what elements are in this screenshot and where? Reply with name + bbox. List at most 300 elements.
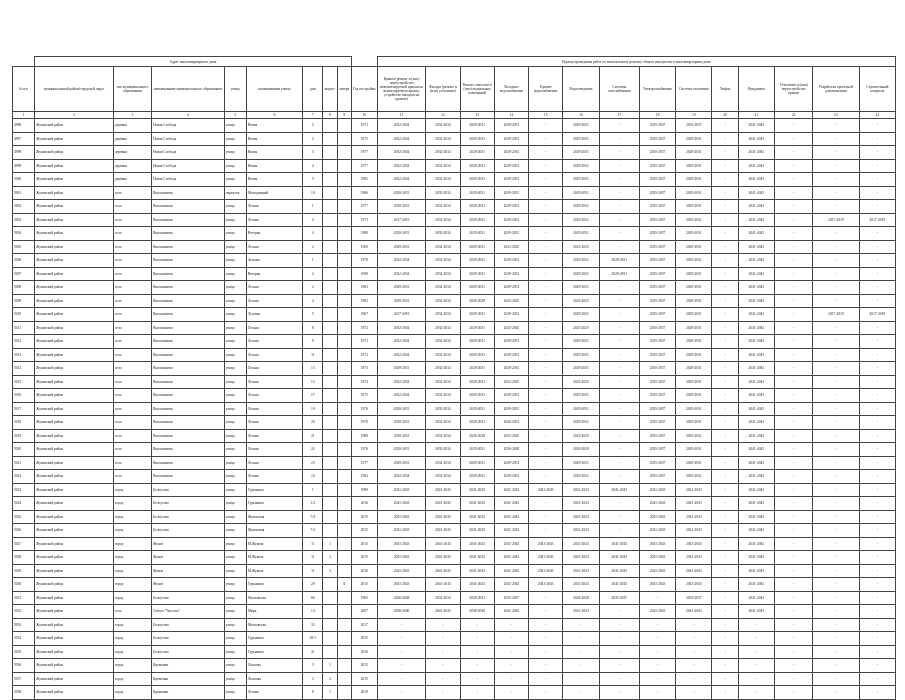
table-cell: [323, 308, 337, 322]
table-cell: 2029-2031: [676, 240, 712, 254]
table-cell: -: [529, 213, 563, 227]
column-header: Год постройки: [351, 67, 377, 112]
table-row: [13, 308, 896, 322]
table-cell: -: [813, 578, 859, 592]
table-cell: 2041-2043: [738, 308, 774, 322]
table-cell: улица: [224, 416, 246, 430]
table-cell: -: [599, 321, 639, 335]
table-cell: 2032-2034: [426, 335, 460, 349]
table-cell: -: [774, 483, 812, 497]
table-cell: -: [639, 672, 675, 686]
table-cell: -: [774, 240, 812, 254]
table-cell: 5015: [13, 375, 35, 389]
table-cell: 2029-2031: [460, 281, 494, 295]
table-cell: 2035-2037: [639, 254, 675, 268]
table-cell: 5022: [13, 470, 35, 484]
table-cell: -: [676, 659, 712, 673]
table-cell: Высокиничи: [152, 294, 225, 308]
table-cell: Жуковский район: [35, 186, 114, 200]
table-cell: 2023-2025: [563, 375, 599, 389]
table-cell: [337, 321, 351, 335]
group-spacer: [13, 57, 35, 67]
table-cell: -: [774, 227, 812, 241]
column-header: Холодное водоснабжение: [494, 67, 528, 112]
table-cell: 2041-2043: [563, 551, 599, 565]
table-cell: [337, 254, 351, 268]
table-cell: -: [599, 294, 639, 308]
table-row: [13, 510, 896, 524]
table-row: [13, 456, 896, 470]
table-cell: -: [529, 389, 563, 403]
table-cell: 2035-2037: [639, 389, 675, 403]
table-cell: улица: [224, 375, 246, 389]
table-cell: -: [813, 416, 859, 430]
table-cell: Высокиничи: [152, 362, 225, 376]
table-cell: 2041-2043: [599, 551, 639, 565]
table-cell: деревня: [113, 146, 151, 160]
table-row: [13, 132, 896, 146]
table-cell: 4998: [13, 119, 35, 133]
table-cell: 1982: [351, 470, 377, 484]
table-cell: 2041-2043: [639, 551, 675, 565]
table-cell: -: [529, 510, 563, 524]
table-cell: 2015: [351, 551, 377, 565]
column-number: 22: [774, 112, 812, 119]
table-cell: -: [712, 551, 738, 565]
table-cell: [337, 173, 351, 187]
table-cell: 2029-2031: [460, 308, 494, 322]
table-cell: [337, 362, 351, 376]
table-cell: Лесная: [246, 375, 302, 389]
table-cell: деревня: [113, 173, 151, 187]
table-cell: -: [813, 321, 859, 335]
table-cell: -: [712, 132, 738, 146]
table-cell: -: [859, 132, 895, 146]
table-cell: -: [529, 416, 563, 430]
table-cell: 2029-2031: [494, 308, 528, 322]
table-cell: -: [813, 227, 859, 241]
table-cell: Жуковская: [246, 524, 302, 538]
table-cell: 2035-2037: [639, 213, 675, 227]
table-cell: Высокиничи: [152, 416, 225, 430]
table-cell: 2029-2031: [460, 348, 494, 362]
table-cell: -: [859, 321, 895, 335]
column-header: Разработка проектной документации: [813, 67, 859, 112]
table-cell: 1976: [351, 416, 377, 430]
table-cell: 2029-2031: [563, 389, 599, 403]
table-cell: -: [813, 362, 859, 376]
table-cell: 2032-2034: [426, 429, 460, 443]
table-cell: 2041-2043: [738, 281, 774, 295]
table-cell: -: [676, 645, 712, 659]
table-cell: улица: [224, 564, 246, 578]
table-cell: [337, 645, 351, 659]
table-cell: 2029-2031: [676, 402, 712, 416]
table-cell: улица: [224, 483, 246, 497]
table-cell: 2029-2031: [494, 132, 528, 146]
table-cell: -: [813, 267, 859, 281]
table-cell: -: [494, 645, 528, 659]
table-cell: -: [426, 618, 460, 632]
table-cell: село: [113, 308, 151, 322]
table-cell: -: [599, 645, 639, 659]
table-cell: 2029-2031: [494, 213, 528, 227]
table-cell: [323, 200, 337, 214]
table-cell: 2041-2043: [377, 537, 425, 551]
table-cell: Лесная: [246, 443, 302, 457]
table-cell: Высокиничи: [152, 254, 225, 268]
table-cell: город: [113, 497, 151, 511]
table-cell: 2041-2043: [494, 510, 528, 524]
table-cell: 2029-2031: [563, 132, 599, 146]
table-cell: [323, 416, 337, 430]
table-cell: -: [599, 348, 639, 362]
table-row: [13, 240, 896, 254]
table-cell: улица: [224, 119, 246, 133]
table-cell: -: [813, 240, 859, 254]
table-cell: -: [813, 159, 859, 173]
table-cell: улица: [224, 672, 246, 686]
table-cell: Жуковский район: [35, 483, 114, 497]
table-cell: Высокиничи: [152, 200, 225, 214]
table-cell: -: [859, 497, 895, 511]
capital-repair-table: [12, 56, 896, 700]
table-cell: Лесная: [246, 416, 302, 430]
table-cell: Зеленая: [246, 254, 302, 268]
table-cell: -: [774, 200, 812, 214]
table-cell: -: [774, 618, 812, 632]
table-cell: Лесная: [246, 686, 302, 700]
table-cell: [337, 308, 351, 322]
table-cell: 2041-2043: [599, 578, 639, 592]
column-number: 13: [460, 112, 494, 119]
table-cell: [323, 227, 337, 241]
table-cell: Жуковский район: [35, 119, 114, 133]
table-cell: 2041-2043: [377, 578, 425, 592]
table-row: [13, 429, 896, 443]
table-cell: -: [712, 240, 738, 254]
table-row: [13, 578, 896, 592]
table-cell: -: [859, 240, 895, 254]
table-cell: -: [813, 281, 859, 295]
table-cell: -: [494, 659, 528, 673]
table-cell: 5010: [13, 308, 35, 322]
table-cell: 2035-2037: [639, 348, 675, 362]
table-cell: -: [529, 146, 563, 160]
table-cell: [337, 119, 351, 133]
table-cell: -: [859, 456, 895, 470]
table-row: [13, 119, 896, 133]
table-cell: -: [529, 119, 563, 133]
column-header: Система отопления: [676, 67, 712, 112]
table-cell: -: [529, 227, 563, 241]
table-cell: -: [774, 443, 812, 457]
table-cell: -: [599, 497, 639, 511]
table-row: [13, 213, 896, 227]
table-row: [13, 645, 896, 659]
table-cell: село: [113, 416, 151, 430]
table-cell: село: [113, 335, 151, 349]
column-number-row: [13, 112, 896, 119]
table-cell: Лесная: [246, 470, 302, 484]
table-cell: 31: [303, 645, 323, 659]
table-cell: 2029-2031: [676, 375, 712, 389]
table-cell: -: [712, 375, 738, 389]
table-cell: -: [529, 254, 563, 268]
table-cell: 1: [323, 659, 337, 673]
table-cell: 5000: [13, 173, 35, 187]
table-cell: [337, 497, 351, 511]
table-cell: 5025: [13, 510, 35, 524]
table-cell: [323, 254, 337, 268]
table-cell: -: [813, 429, 859, 443]
table-cell: 2032-2034: [426, 173, 460, 187]
table-cell: -: [529, 375, 563, 389]
table-cell: -: [599, 672, 639, 686]
table-cell: 1977: [351, 200, 377, 214]
table-cell: 2015: [351, 632, 377, 646]
table-cell: 2041-2043: [738, 416, 774, 430]
table-cell: 5020: [13, 443, 35, 457]
table-cell: Лесная: [246, 200, 302, 214]
table-cell: 4: [303, 159, 323, 173]
table-cell: Жуковский район: [35, 321, 114, 335]
table-row: [13, 416, 896, 430]
table-cell: город: [113, 686, 151, 700]
table-cell: 2035-2037: [639, 443, 675, 457]
table-cell: улица: [224, 578, 246, 592]
table-cell: -: [599, 686, 639, 700]
table-cell: 2041-2043: [738, 402, 774, 416]
table-cell: Жуковский район: [35, 200, 114, 214]
table-cell: -: [813, 294, 859, 308]
table-cell: 4999: [13, 159, 35, 173]
table-cell: 4: [303, 294, 323, 308]
table-cell: 1974: [351, 375, 377, 389]
table-cell: Жуковский район: [35, 470, 114, 484]
table-row: [13, 146, 896, 160]
table-cell: -: [712, 632, 738, 646]
table-cell: [337, 200, 351, 214]
table-cell: 2032-2034: [426, 119, 460, 133]
column-header: Ремонт отмостки и (или) подвальных помещений: [460, 67, 494, 112]
table-cell: 2041-2043: [676, 510, 712, 524]
table-row: [13, 605, 896, 619]
table-cell: 1989: [351, 483, 377, 497]
table-cell: 2029-2031: [563, 456, 599, 470]
table-cell: 5014: [13, 362, 35, 376]
table-cell: [323, 186, 337, 200]
table-cell: 2041-2043: [738, 470, 774, 484]
table-cell: -: [529, 200, 563, 214]
table-cell: 2041-2043: [738, 267, 774, 281]
table-cell: улица: [224, 524, 246, 538]
table-cell: Жуковский район: [35, 429, 114, 443]
table-cell: 2041-2043: [738, 321, 774, 335]
table-cell: 2041-2043: [738, 200, 774, 214]
column-number: 5: [224, 112, 246, 119]
table-cell: 2029-2031: [460, 132, 494, 146]
table-cell: -: [712, 497, 738, 511]
table-cell: -: [859, 281, 895, 295]
table-cell: [323, 510, 337, 524]
table-cell: 5002: [13, 200, 35, 214]
table-cell: 2029-2031: [460, 375, 494, 389]
table-cell: 3: [303, 119, 323, 133]
table-cell: 2029-2031: [563, 254, 599, 268]
column-header: Системы газоснабжения: [599, 67, 639, 112]
table-cell: Лесная: [246, 240, 302, 254]
table-cell: 2029-2031: [599, 254, 639, 268]
table-cell: 2032-2034: [377, 470, 425, 484]
table-cell: Кременки: [152, 686, 225, 700]
table-row: [13, 173, 896, 187]
table-cell: 2035-2037: [639, 186, 675, 200]
table-cell: улица: [224, 645, 246, 659]
table-cell: Жуковский район: [35, 591, 114, 605]
table-cell: 2041-2043: [377, 497, 425, 511]
table-cell: 11: [303, 551, 323, 565]
table-cell: [323, 429, 337, 443]
table-row: [13, 591, 896, 605]
table-cell: 2041-2043: [426, 537, 460, 551]
table-cell: 33: [303, 618, 323, 632]
table-cell: 1/2: [303, 497, 323, 511]
table-cell: 2041-2043: [529, 578, 563, 592]
table-cell: 2017-2019: [813, 213, 859, 227]
table-cell: -: [563, 618, 599, 632]
table-cell: 2029-2031: [494, 348, 528, 362]
table-cell: Ветеран: [246, 227, 302, 241]
table-cell: улица: [224, 159, 246, 173]
table-cell: -: [529, 281, 563, 295]
table-cell: 2029-2031: [460, 456, 494, 470]
table-cell: -: [712, 564, 738, 578]
table-cell: -: [712, 213, 738, 227]
table-cell: 2041-2043: [563, 578, 599, 592]
table-cell: -: [859, 483, 895, 497]
table-cell: 2029-2031: [494, 173, 528, 187]
table-cell: 2017-2019: [377, 308, 425, 322]
table-cell: 2016: [351, 497, 377, 511]
table-cell: Ветеран: [246, 267, 302, 281]
table-cell: Жуковский район: [35, 632, 114, 646]
table-cell: 2032-2034: [426, 281, 460, 295]
table-cell: Новая Слобода: [152, 173, 225, 187]
table-cell: Новая Слобода: [152, 119, 225, 133]
table-cell: 2029-2031: [676, 308, 712, 322]
table-cell: -: [377, 645, 425, 659]
table-cell: -: [813, 200, 859, 214]
table-cell: 2029-2031: [494, 227, 528, 241]
table-cell: улица: [224, 429, 246, 443]
table-cell: 2026-2031: [494, 416, 528, 430]
table-cell: 2029-2031: [676, 132, 712, 146]
table-cell: [323, 483, 337, 497]
table-cell: 2041-2043: [426, 483, 460, 497]
table-cell: -: [712, 281, 738, 295]
table-cell: -: [712, 159, 738, 173]
table-cell: 5033: [13, 618, 35, 632]
table-cell: 2032-2034: [426, 375, 460, 389]
table-cell: улица: [224, 618, 246, 632]
table-cell: -: [599, 281, 639, 295]
table-cell: -: [712, 308, 738, 322]
table-cell: 2: [303, 240, 323, 254]
table-cell: 2029-2031: [676, 429, 712, 443]
table-cell: [337, 470, 351, 484]
table-cell: Белоусово: [152, 632, 225, 646]
table-cell: 2029-2031: [494, 470, 528, 484]
table-cell: город: [113, 618, 151, 632]
table-cell: 2026-2028: [460, 429, 494, 443]
table-cell: -: [712, 537, 738, 551]
table-cell: -: [712, 591, 738, 605]
table-cell: -: [712, 456, 738, 470]
table-cell: 2035-2037: [639, 119, 675, 133]
table-cell: 5017: [13, 402, 35, 416]
table-cell: 2029-2031: [494, 119, 528, 133]
table-cell: -: [529, 240, 563, 254]
table-cell: 2035-2037: [639, 308, 675, 322]
table-cell: -: [859, 618, 895, 632]
table-cell: Жуковский район: [35, 551, 114, 565]
table-cell: 2032-2034: [426, 146, 460, 160]
table-cell: 2041-2043: [494, 524, 528, 538]
table-cell: 1998: [351, 267, 377, 281]
table-cell: 2041-2043: [738, 362, 774, 376]
table-cell: 2: [303, 132, 323, 146]
table-cell: Жуков: [152, 537, 225, 551]
table-cell: 5031: [13, 591, 35, 605]
table-cell: 2035-2037: [639, 470, 675, 484]
column-header: Утепление и (или) переустройство крыши: [774, 67, 812, 112]
table-cell: -: [859, 375, 895, 389]
table-cell: 2035-2037: [639, 456, 675, 470]
table-cell: -: [377, 659, 425, 673]
table-cell: [337, 335, 351, 349]
table-cell: 2029-2031: [377, 456, 425, 470]
table-cell: 2032-2034: [377, 159, 425, 173]
table-cell: 2041-2043: [738, 605, 774, 619]
table-cell: 7/2: [303, 524, 323, 538]
table-cell: 2029-2031: [676, 294, 712, 308]
table-cell: -: [426, 672, 460, 686]
table-cell: 2041-2043: [426, 551, 460, 565]
table-cell: 2041-2043: [639, 564, 675, 578]
table-cell: -: [813, 591, 859, 605]
table-cell: -: [859, 537, 895, 551]
table-cell: 2029-2031: [377, 200, 425, 214]
column-number: 23: [813, 112, 859, 119]
table-cell: 2041-2043: [639, 497, 675, 511]
table-cell: 2041-2043: [599, 564, 639, 578]
table-cell: 23: [303, 456, 323, 470]
table-row: [13, 281, 896, 295]
table-cell: Гурьянова: [246, 483, 302, 497]
table-cell: -: [859, 672, 895, 686]
table-cell: 2: [303, 267, 323, 281]
table-cell: 2029-2031: [563, 227, 599, 241]
table-cell: 2029-2031: [494, 389, 528, 403]
table-cell: Жуковский район: [35, 456, 114, 470]
column-header-row: [13, 67, 896, 112]
table-cell: -: [813, 335, 859, 349]
table-cell: село: [113, 470, 151, 484]
table-cell: Жуковский район: [35, 510, 114, 524]
table-cell: 5032: [13, 605, 35, 619]
table-cell: 2029-2031: [563, 159, 599, 173]
